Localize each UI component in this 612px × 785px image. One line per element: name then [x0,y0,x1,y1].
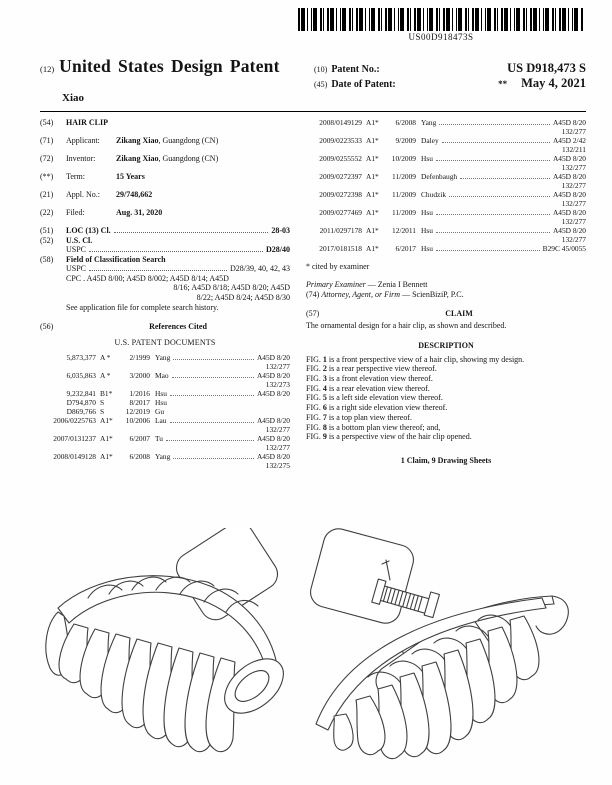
dot-leader [170,395,254,396]
fig-number: 2 [322,364,327,374]
ref-name: Tu [155,434,163,443]
ref-class: A45D 8/20 [256,416,290,425]
field-code: (21) [40,190,54,199]
field-label: Term: [66,172,85,181]
field-code: (22) [40,208,54,217]
attorney-line [306,290,586,300]
ref-class: A45D 8/20 [552,154,586,163]
ref-date: 9/2009 [395,136,416,145]
description-heading: DESCRIPTION [418,340,474,350]
fig-text: is a rear elevation view thereof. [328,383,430,393]
fig-label: FIG. [306,422,321,432]
ref-kind: A1* [100,452,113,461]
dot-leader [166,440,254,441]
applicant-row [40,136,290,146]
ref-class: A45D 8/20 [552,208,586,217]
uspc-label: USPC [66,245,87,254]
ref-number: 2017/0181518 [319,244,362,253]
fig-text: is a rear perspective view thereof. [328,364,437,374]
ref-class: A45D 8/20 [256,434,290,443]
ref-class: A45D 8/20 [552,172,586,181]
ref-number: 2009/0223533 [319,136,362,145]
field-code: (52) [40,235,54,245]
dot-leader [449,196,550,197]
ref-subclass: 132/277 [265,362,290,371]
uspc-row [66,245,290,255]
ref-date: 2/1999 [129,353,150,362]
ref-class: A45D 2/42 [552,136,586,145]
field-code: (**) [40,172,54,181]
ref-number: 2007/0131237 [53,434,96,443]
fig-text: is a right side elevation view thereof. [328,403,448,413]
primary-examiner-name: — Zenia I Bennett [365,280,428,289]
header-right [314,61,586,91]
cited-by-examiner-note: * cited by examiner [306,262,370,271]
ref-number: 2009/0272398 [319,190,362,199]
ref-number: 2009/0255552 [319,154,362,163]
barcode-block [296,8,586,42]
field-code: (56) [40,321,54,331]
ref-subclass: 132/211 [562,145,586,154]
ref-subclass: 132/277 [265,443,290,452]
patent-no-code: (10) [314,65,328,74]
field-code: (74) [306,290,320,299]
ref-kind: A * [100,371,111,380]
field-search-row [40,255,290,265]
primary-examiner-line [306,280,586,290]
reference-row [40,407,290,416]
field-uspc-value: D28/39, 40, 42, 43 [230,264,290,273]
ref-date: 10/2009 [391,154,416,163]
references-heading: References Cited [149,321,207,331]
ref-name: Yang [155,353,171,362]
ref-number: D794,870 [66,398,96,407]
ref-date: 6/2017 [395,244,416,253]
ref-kind: A1* [366,154,379,163]
fig-label: FIG. [306,354,321,364]
ref-date: 11/2009 [392,208,416,217]
fig-description [306,423,586,433]
fig-text: is a left side elevation view thereof. [328,393,443,403]
ref-number: 2008/0149129 [319,118,362,127]
uspc-value: D28/40 [266,245,290,254]
primary-examiner-label: Primary Examiner [306,280,366,289]
header [40,56,586,104]
ref-kind: S [100,407,105,416]
ref-name: Daley [421,136,439,145]
date-value: May 4, 2021 [521,76,586,90]
barcode-number: US00D918473S [408,32,474,42]
claim-heading-row [306,309,586,318]
ref-class: A45D 8/20 [552,118,586,127]
attorney-label: Attorney, Agent, or Firm [321,290,401,299]
body-columns [40,118,586,470]
fig-text: is a top plan view thereof. [328,412,412,422]
ref-name: Mao [155,371,169,380]
barcode-image [298,8,584,31]
ref-name: Hsu [155,398,167,407]
header-rule [40,111,586,112]
ref-subclass: 132/275 [265,461,290,470]
fig-label: FIG. [306,374,321,383]
appl-no-row [40,190,290,200]
dot-leader [89,251,263,252]
reference-row [40,371,290,380]
dot-leader [173,359,254,360]
claims-sheets-line: 1 Claim, 9 Drawing Sheets [400,455,492,465]
references-heading-row [40,322,290,332]
ref-kind: A1* [366,190,379,199]
reference-row [306,172,586,181]
ref-subclass: 132/277 [561,181,586,190]
fig-description [306,384,586,394]
inventor-name: Zikang Xiao [116,154,159,163]
reference-row [40,389,290,398]
ref-date: 12/2011 [392,226,416,235]
ref-number: 9,232,841 [66,389,96,398]
us-cl-label: U.S. Cl. [66,235,93,245]
field-code: (71) [40,136,54,145]
fig-number: 4 [322,383,327,393]
ref-kind: A1* [366,244,379,253]
ref-date: 11/2009 [392,172,416,181]
us-patent-documents-heading: U.S. PATENT DOCUMENTS [114,338,216,347]
ref-number: 2008/0149128 [53,452,96,461]
dot-leader [173,458,254,459]
ref-kind: A1* [100,434,113,443]
dot-leader [460,178,550,179]
left-column [40,118,290,470]
field-uspc-row [66,264,290,274]
fig-text: is a front elevation view thereof. [328,374,433,383]
ref-subclass: 132/277 [561,217,586,226]
fig-description [306,432,586,442]
ref-kind: S [100,398,105,407]
reference-row [40,353,290,362]
page-title: United States Design Patent [59,56,280,76]
ref-subclass: 132/277 [561,127,586,136]
ref-kind: A1* [366,172,379,181]
loc-value: 28-03 [271,226,290,235]
date-label: Date of Patent: [331,79,396,90]
drawing-sheet [30,528,582,778]
ref-kind: A1* [366,226,379,235]
right-column [306,118,586,470]
reference-row [40,416,290,425]
fig-number: 8 [322,422,327,432]
ref-name: Gu [155,407,165,416]
applicant-name: Zikang Xiao [116,136,159,145]
fig-description [306,403,586,413]
reference-row [40,452,290,461]
fig-text: is a front perspective view of a hair clip, showing my design. [328,354,525,364]
ref-date: 11/2009 [392,190,416,199]
field-code: (54) [40,118,54,127]
hair-clip-figure-rear [302,528,570,768]
fig-number: 9 [322,432,327,442]
field-label: Applicant: [66,136,100,145]
ref-date: 12/2019 [125,407,150,416]
ref-subclass: 132/273 [265,380,290,389]
ref-kind: A1* [366,118,379,127]
dot-leader [114,232,269,233]
ref-name: Hsu [155,389,167,398]
dot-leader [170,422,254,423]
filed-date: Aug. 31, 2020 [116,208,163,217]
ref-name: Hsu [421,226,433,235]
reference-row [306,208,586,217]
inventor-surname: Xiao [62,92,84,104]
filed-row [40,208,290,218]
fig-text: is a perspective view of the hair clip opened. [328,432,472,442]
ref-class: A45D 8/20 [552,190,586,199]
ref-kind: A1* [366,136,379,145]
ref-date: 3/2000 [129,371,150,380]
ref-date: 10/2006 [125,416,150,425]
kind-code: (12) [40,64,55,74]
fig-label: FIG. [306,393,321,403]
reference-row [306,244,586,253]
ref-kind: A1* [366,208,379,217]
fig-number: 5 [322,393,327,403]
fig-description [306,393,586,403]
ref-name: Yang [155,452,171,461]
ref-number: 2009/0272397 [319,172,362,181]
search-history-note: See application file for complete search history. [66,303,219,312]
cpc-line-1: CPC . A45D 8/00; A45D 8/002; A45D 8/14; A45D [66,273,229,283]
ref-class: A45D 8/20 [552,226,586,235]
dot-leader [89,270,227,271]
dot-leader [172,377,254,378]
ref-name: Defenbaugh [421,172,458,181]
ref-number: D869,766 [66,407,96,416]
fig-label: FIG. [306,432,321,442]
ref-number: 5,873,377 [66,353,96,362]
fig-description [306,364,586,374]
ref-subclass: 132/277 [561,235,586,244]
reference-row [40,398,290,407]
claim-heading: CLAIM [445,309,473,318]
dot-leader [436,160,550,161]
ref-date: 6/2007 [129,434,150,443]
cpc-line-2: 8/16; A45D 8/18; A45D 8/20; A45D [173,283,290,292]
title-row [40,118,290,128]
fig-description [306,413,586,423]
fig-description [306,355,586,365]
inventor-row [40,154,290,164]
ref-class: A45D 8/20 [256,371,290,380]
ref-class: B29C 45/0055 [542,244,586,253]
reference-row [306,226,586,235]
fig-number: 1 [322,354,327,364]
ref-name: Lau [155,416,167,425]
field-label: Inventor: [66,154,96,163]
ref-number: 2011/0297178 [319,226,362,235]
patent-no-label: Patent No.: [331,64,380,75]
field-code: (57) [306,309,320,318]
field-code: (72) [40,154,54,163]
date-code: (45) [314,80,328,89]
dot-leader [436,232,550,233]
claim-text: The ornamental design for a hair clip, as shown and described. [306,321,507,330]
fig-number: 7 [322,412,327,422]
dot-leader [442,142,550,143]
ref-name: Hsu [421,208,433,217]
field-code: (58) [40,254,54,264]
ref-name: Chudzik [421,190,447,199]
ref-class: A45D 8/20 [256,452,290,461]
ref-date: 1/2016 [129,389,150,398]
ref-date: 6/2008 [395,118,416,127]
ref-name: Yang [421,118,437,127]
reference-row [306,154,586,163]
ref-number: 6,035,863 [66,371,96,380]
ref-number: 2006/0225763 [53,416,96,425]
hair-clip-figure-front [38,528,306,768]
fig-text: is a bottom plan view thereof; and, [328,422,441,432]
fig-description [306,374,586,384]
applicant-address: , Guangdong (CN) [158,136,219,145]
reference-row [306,190,586,199]
appl-no-value: 29/748,662 [116,190,153,199]
term-value: 15 Years [116,172,145,181]
ref-subclass: 132/277 [265,425,290,434]
field-search-label: Field of Classification Search [66,254,166,264]
patent-no-value: US D918,473 S [507,61,586,75]
ref-number: 2009/0277469 [319,208,362,217]
cpc-line-3: 8/22; A45D 8/24; A45D 8/30 [196,292,290,302]
ref-kind: A * [100,353,111,362]
inventor-address: , Guangdong (CN) [158,154,219,163]
date-stars: ** [498,79,508,89]
loc-class-row [40,226,290,236]
reference-row [306,136,586,145]
dot-leader [436,214,550,215]
field-code: (51) [40,226,54,235]
field-label: Filed: [66,208,85,217]
term-row [40,172,290,182]
fig-number: 3 [322,374,327,383]
ref-subclass: 132/277 [561,199,586,208]
field-label: Appl. No.: [66,190,100,199]
ref-date: 6/2008 [129,452,150,461]
ref-date: 8/2017 [129,398,150,407]
dot-leader [436,250,540,251]
uspc-label: USPC [66,264,87,273]
reference-row [40,434,290,443]
ref-subclass: 132/277 [561,163,586,172]
ref-class: A45D 8/20 [256,389,290,398]
ref-name: Hsu [421,154,433,163]
ref-kind: A1* [100,416,113,425]
us-cl-row [40,236,290,246]
fig-label: FIG. [306,412,321,422]
ref-kind: B1* [100,389,113,398]
fig-number: 6 [322,403,327,413]
ref-class: A45D 8/20 [256,353,290,362]
reference-row [306,118,586,127]
loc-label: LOC (13) Cl. [66,226,111,235]
fig-label: FIG. [306,383,321,393]
fig-label: FIG. [306,403,321,413]
dot-leader [439,124,550,125]
invention-title: HAIR CLIP [66,118,109,127]
fig-label: FIG. [306,364,321,374]
attorney-name: — ScienBiziP, P.C. [400,290,464,299]
ref-name: Hsu [421,244,433,253]
